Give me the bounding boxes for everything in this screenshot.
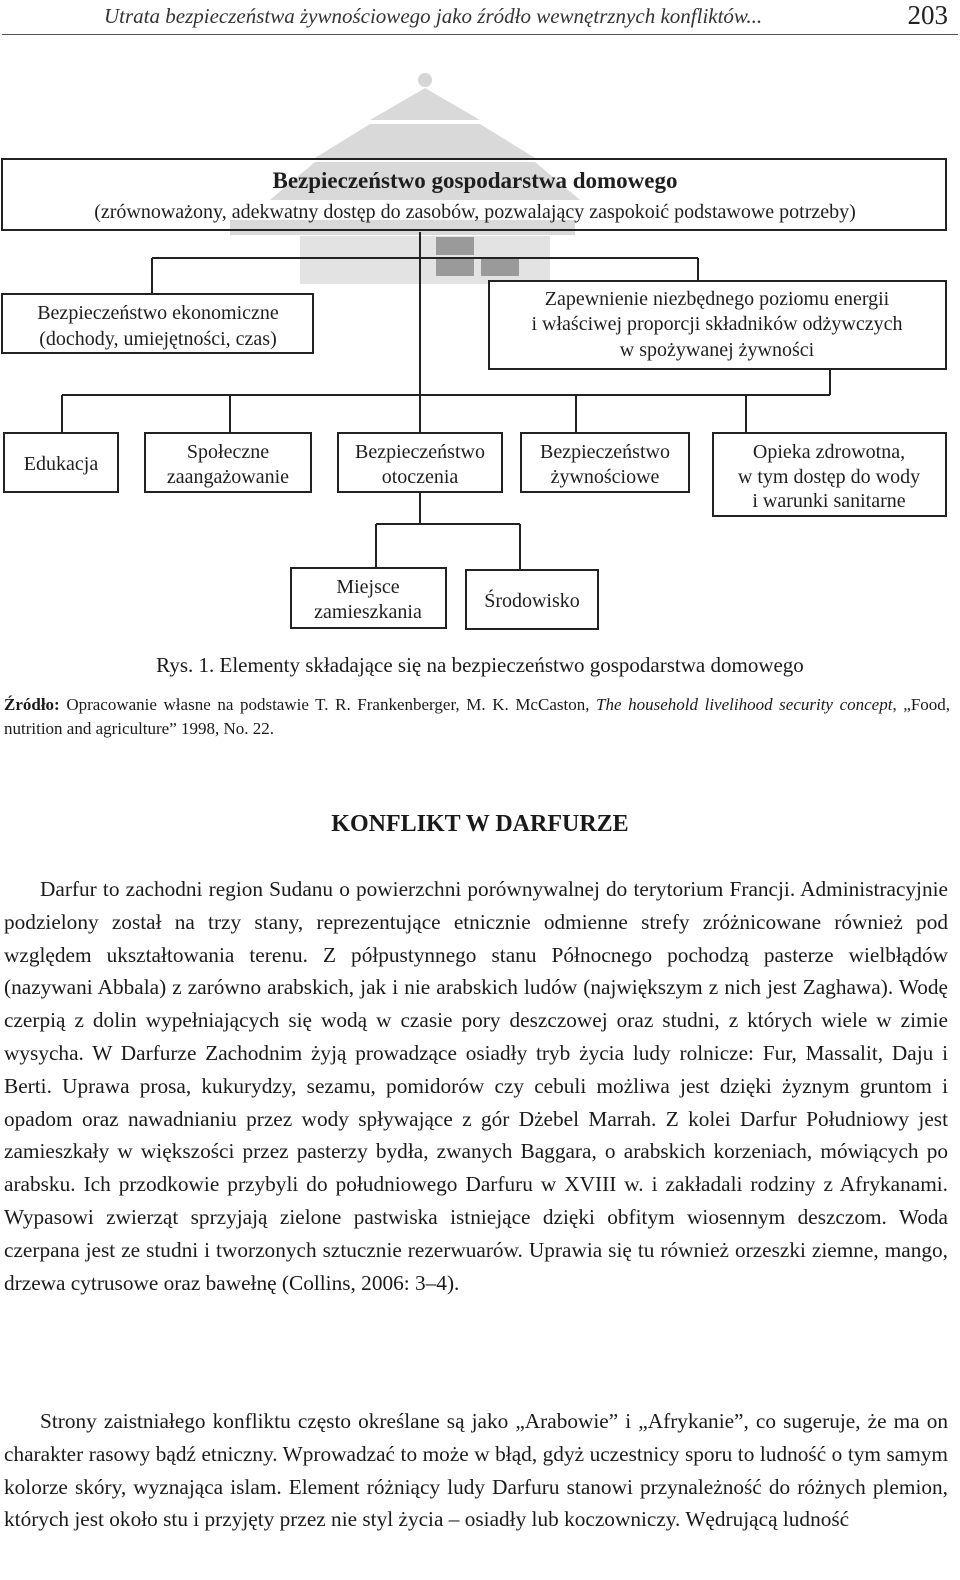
section-title: KONFLIKT W DARFURZE	[331, 811, 629, 837]
health-line-1: Opieka zdrowotna,	[752, 441, 906, 463]
source-text-2: , „Food, nutrition and agriculture” 1998, No. 22.	[4, 695, 951, 738]
nutrition-line-2: i właściwej proporcji składników odżywczych	[531, 313, 903, 335]
surroundings-line-2: otoczenia	[381, 466, 459, 488]
box-nutrition	[489, 281, 946, 369]
food-line-2: żywnościowe	[550, 466, 660, 488]
household-security-title: Bezpieczeństwo gospodarstwa domowego	[272, 168, 678, 193]
economic-line-1: Bezpieczeństwo ekonomiczne	[37, 302, 279, 324]
box-education	[4, 433, 118, 492]
social-line-2: zaangażowanie	[166, 466, 290, 488]
health-line-3: i warunki sanitarne	[752, 490, 906, 512]
source-label: Źródło:	[4, 695, 60, 714]
nutrition-line-1: Zapewnienie niezbędnego poziomu energii	[544, 288, 890, 310]
household-security-subtitle: (zrównoważony, adekwatny dostęp do zasobów, pozwalający zaspokoić podstawowe potrzeby)	[94, 201, 856, 223]
paragraph-1-text: Darfur to zachodni region Sudanu o powierzchni porównywalnej do terytorium Francji. Administracyjnie podzielony został na trzy stany, reprezentujące etnicznie odmienne strefy zróżnicowane również pod względem ukształtowania terenu. Z półpustynnego stanu Północnego pochodzą pasterze wielbłądów (nazywani Abbala) z zarówno arabskich, jak i nie arabskich ludów (największym z nich jest Zaghawa). Wodę czerpią z dolin wypełniających się wodą w czasie pory deszczowej oraz studni, z których wiele w zimie wysycha. W Darfurze Zachodnim żyją prowadzące osiadły tryb życia ludy rolnicze: Fur, Massalit, Daju i Berti. Uprawa prosa, kukurydzy, sezamu, pomidorów czy cebuli możliwa jest dzięki żyznym gruntom i opadom oraz nawadnianiu przez wody spływające z gór Dżebel Marrah. Z kolei Darfur Południowy jest zamieszkały w większości przez pasterzy bydła, zwanych Baggara, o arabskich korzeniach, mówiących po arabsku. Ich przodkowie przybyli do południowego Darfuru w XVIII w. i zakładali rodziny z Afrykanami. Wypasowi zwierząt sprzyjają zielone pastwiska istniejące dzięki obfitym wiosennym deszczom. Woda czerpana jest ze studni i tworzonych sztucznie rezerwuarów. Uprawia się tu również orzeszki ziemne, mango, drzewa cytrusowe oraz bawełnę (Collins, 2006: 3–4).	[4, 877, 948, 1295]
body-paragraph-1	[4, 873, 948, 1299]
body-paragraph-2	[4, 1405, 948, 1536]
residence-line-1: Miejsce	[336, 576, 400, 598]
box-environment	[466, 570, 598, 629]
health-line-2: w tym dostęp do wody	[737, 466, 921, 488]
figure-caption: Rys. 1. Elementy składające się na bezpieczeństwo gospodarstwa domowego	[156, 653, 804, 677]
box-economic-security	[2, 294, 313, 353]
box-food-security	[521, 433, 689, 492]
environment-label: Środowisko	[484, 590, 580, 612]
surroundings-line-1: Bezpieczeństwo	[355, 441, 485, 463]
box-social-engagement	[145, 433, 311, 492]
source-text-1: Opracowanie własne na podstawie T. R. Frankenberger, M. K. McCaston,	[66, 695, 590, 714]
running-header	[0, 0, 960, 38]
household-security-diagram	[0, 60, 960, 640]
page-number: 203	[907, 0, 948, 30]
box-residence	[291, 568, 446, 628]
running-title: Utrata bezpieczeństwa żywnościowego jako źródło wewnętrznych konfliktów...	[104, 4, 763, 28]
header-rule	[2, 34, 958, 35]
economic-line-2: (dochody, umiejętności, czas)	[39, 328, 277, 350]
nutrition-line-3: w spożywanej żywności	[619, 339, 815, 361]
paragraph-2-text: Strony zaistniałego konfliktu często określane są jako „Arabowie” i „Afrykanie”, co sugeruje, że ma on charakter rasowy bądź etniczny. Wprowadzać to może w błąd, gdyż uczestnicy sporu to ludność o tym samym kolorze skóry, wyznająca islam. Element różniący ludy Darfuru stanowi przynależność do różnych plemion, których jest około stu i przyjęty przez nie styl życia – osiadły lub koczowniczy. Wędrującą ludność	[4, 1409, 948, 1532]
box-surroundings-security	[338, 433, 502, 492]
social-line-1: Społeczne	[186, 441, 270, 463]
figure-source	[4, 693, 950, 741]
food-line-1: Bezpieczeństwo	[540, 441, 670, 463]
education-label: Edukacja	[23, 453, 99, 475]
box-health-care	[713, 433, 946, 516]
source-title: The household livelihood security concept	[596, 695, 893, 714]
residence-line-2: zamieszkania	[314, 601, 422, 623]
